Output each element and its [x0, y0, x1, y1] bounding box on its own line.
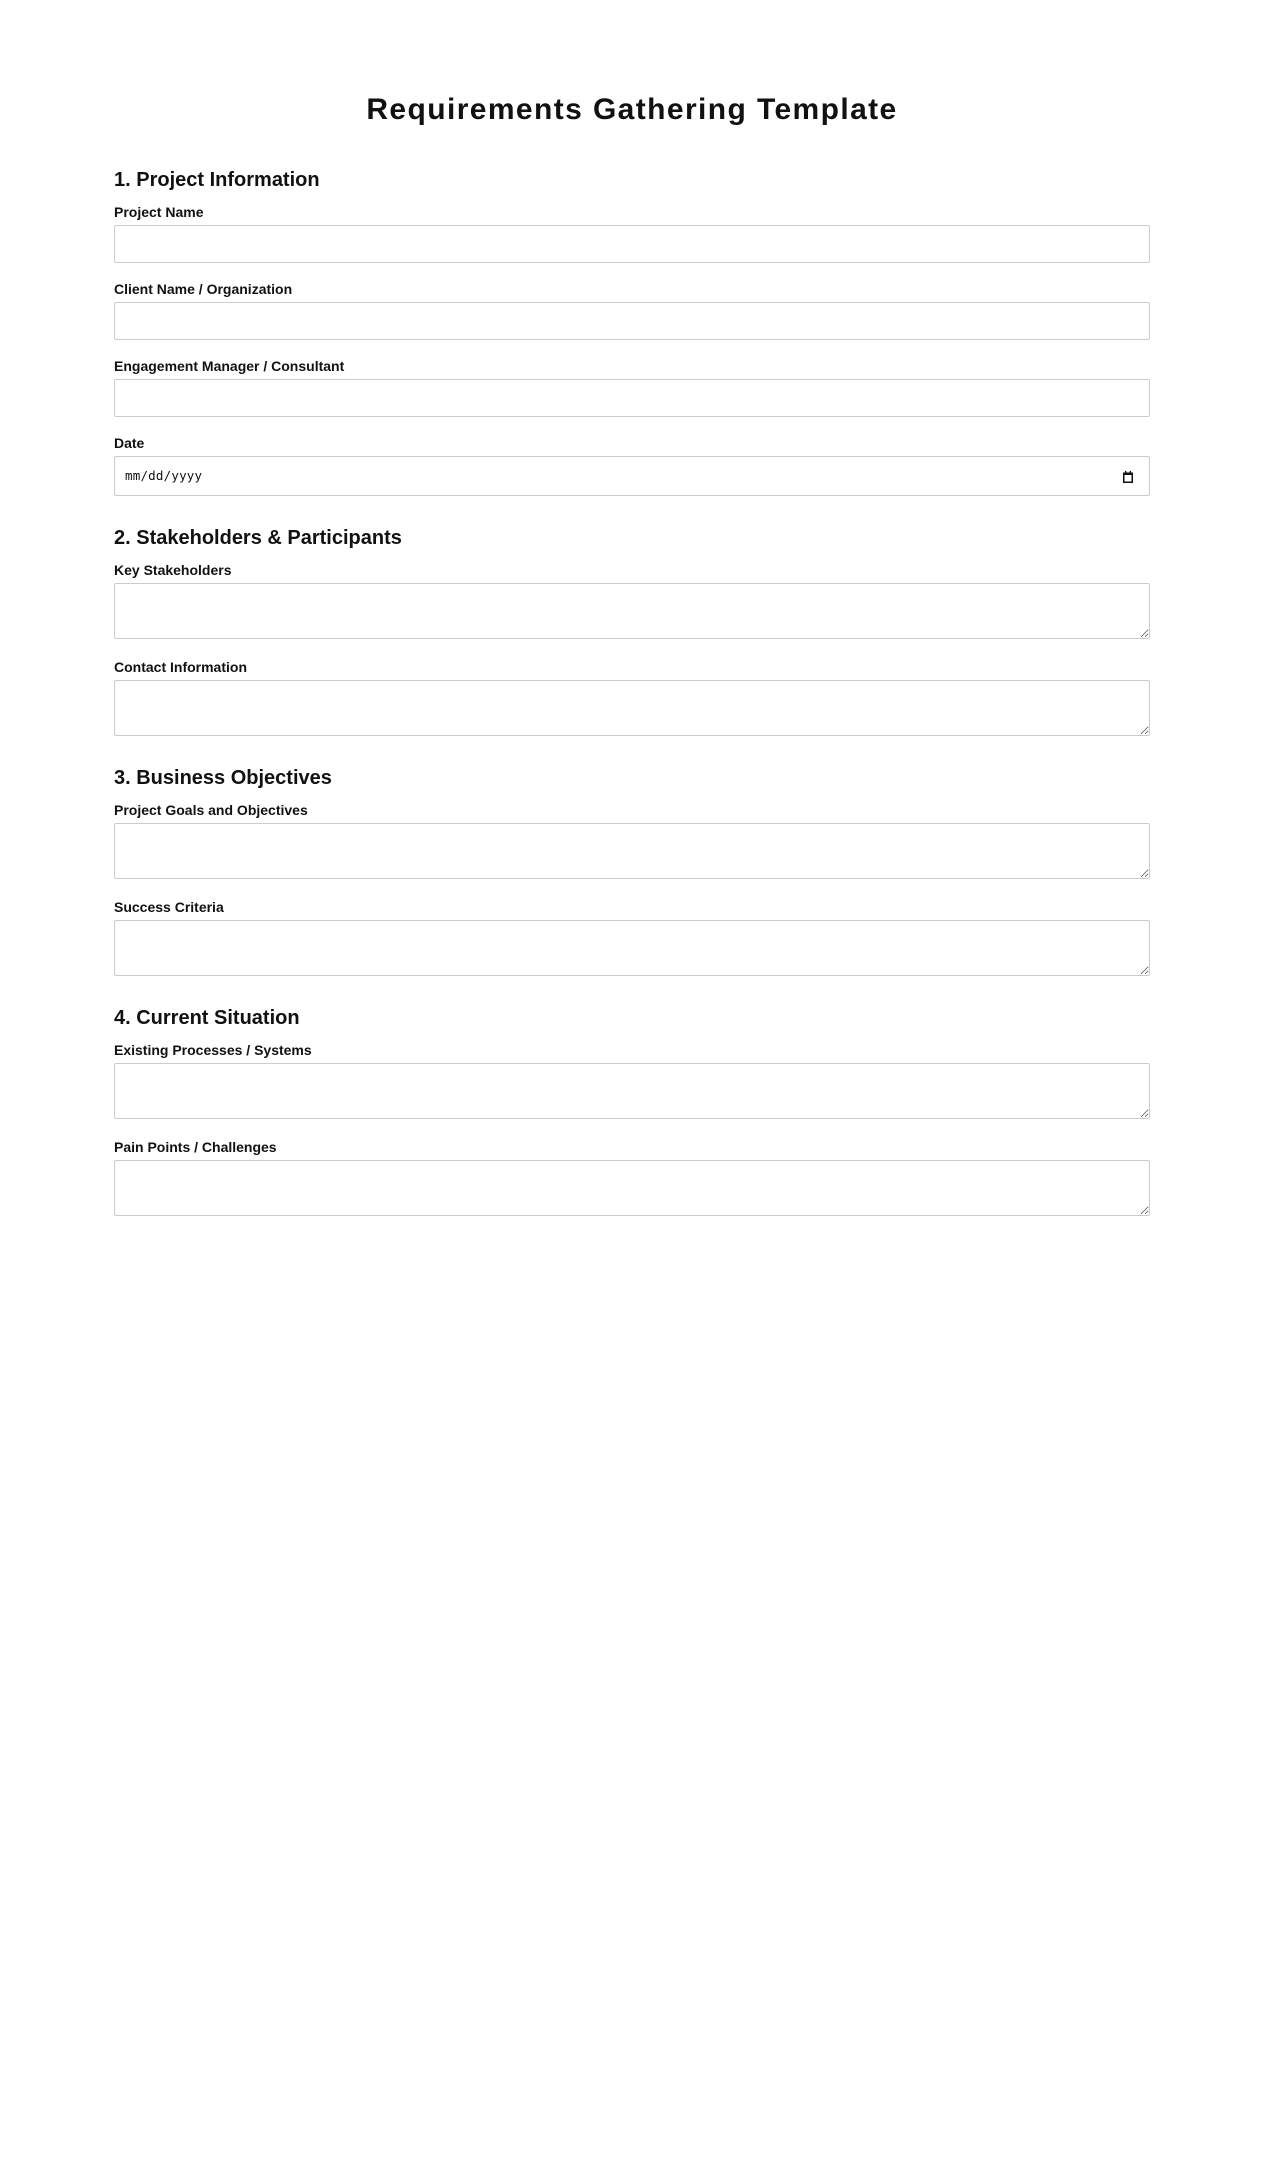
section-heading: 4. Current Situation — [114, 1007, 300, 1029]
field-pain-points — [114, 1139, 1150, 1216]
section-business-objectives — [114, 766, 1150, 976]
date-placeholder: mm/dd/yyyy — [125, 468, 203, 483]
field-project-name — [114, 204, 1150, 263]
section-heading: 1. Project Information — [114, 169, 320, 191]
project-name-input[interactable] — [114, 225, 1150, 263]
field-client-name — [114, 281, 1150, 340]
success-criteria-label: Success Criteria — [114, 899, 224, 915]
section-heading: 3. Business Objectives — [114, 767, 332, 789]
project-goals-textarea[interactable] — [114, 823, 1150, 879]
contact-information-label: Contact Information — [114, 659, 247, 675]
pain-points-label: Pain Points / Challenges — [114, 1139, 277, 1155]
pain-points-textarea[interactable] — [114, 1160, 1150, 1216]
date-input[interactable] — [114, 456, 1150, 496]
key-stakeholders-label: Key Stakeholders — [114, 562, 232, 578]
page-title: Requirements Gathering Template — [366, 93, 898, 126]
field-key-stakeholders — [114, 562, 1150, 639]
section-current-situation — [114, 1006, 1150, 1216]
field-existing-processes — [114, 1042, 1150, 1119]
project-name-label: Project Name — [114, 204, 204, 220]
key-stakeholders-textarea[interactable] — [114, 583, 1150, 639]
existing-processes-label: Existing Processes / Systems — [114, 1042, 312, 1058]
success-criteria-textarea[interactable] — [114, 920, 1150, 976]
date-label: Date — [114, 435, 145, 451]
requirements-form-page — [114, 0, 1150, 1236]
section-heading: 2. Stakeholders & Participants — [114, 527, 402, 549]
field-engagement-manager — [114, 358, 1150, 417]
project-goals-label: Project Goals and Objectives — [114, 802, 308, 818]
engagement-manager-label: Engagement Manager / Consultant — [114, 358, 345, 374]
client-name-input[interactable] — [114, 302, 1150, 340]
engagement-manager-input[interactable] — [114, 379, 1150, 417]
contact-information-textarea[interactable] — [114, 680, 1150, 736]
section-project-information — [114, 168, 1150, 496]
calendar-icon[interactable] — [1123, 470, 1133, 482]
existing-processes-textarea[interactable] — [114, 1063, 1150, 1119]
field-contact-information — [114, 659, 1150, 736]
field-success-criteria — [114, 899, 1150, 976]
client-name-label: Client Name / Organization — [114, 281, 293, 297]
field-date — [114, 435, 1150, 496]
section-stakeholders — [114, 526, 1150, 736]
field-project-goals — [114, 802, 1150, 879]
